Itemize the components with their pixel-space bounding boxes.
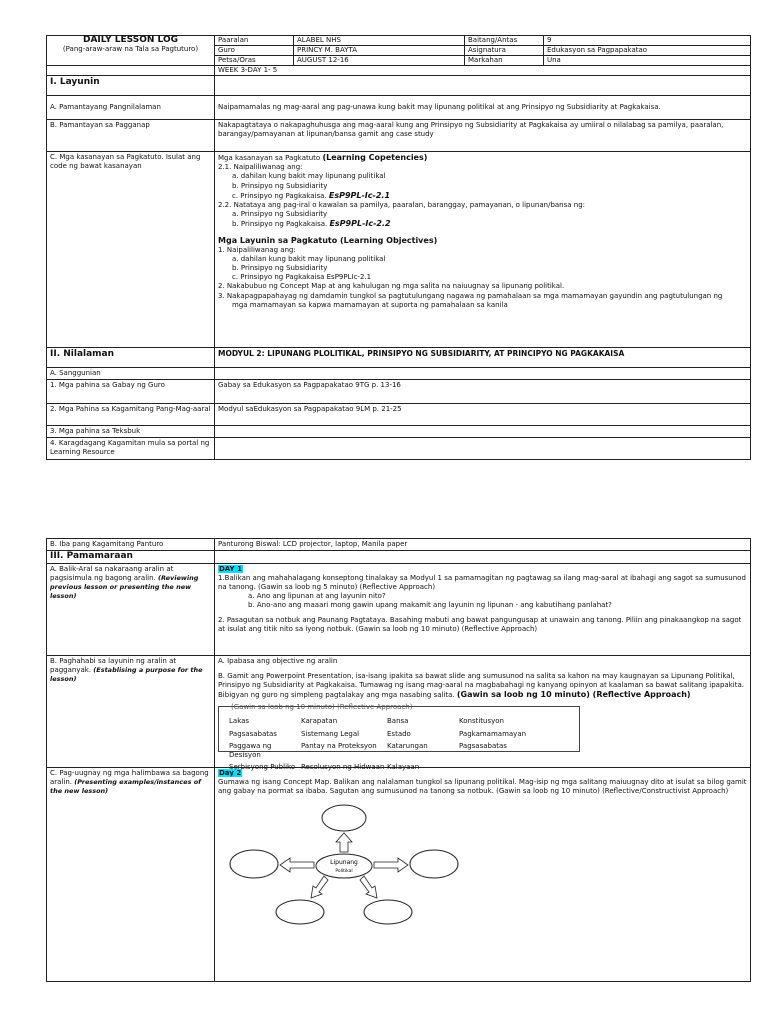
kasanayan-label: C. Mga kasanayan sa Pagkatuto. Isulat ang code ng bawat kasanayan <box>47 152 215 348</box>
pagganap-label: B. Pamantayan sa Pagganap <box>47 120 215 152</box>
word-item: Estado <box>387 729 411 738</box>
competency-code-2: EsP9PL-Ic-2.2 <box>329 219 391 229</box>
concept-center-circle <box>316 854 372 878</box>
concept-circle-top <box>322 805 366 831</box>
quarter-value: Una <box>544 56 751 66</box>
grade-value: 9 <box>544 36 751 46</box>
lm-label: 2. Mga Pahina sa Kagamitang Pang-Mag-aaral <box>47 404 215 426</box>
balik-aral-content: DAY 1 1.Balikan ang mahahalagang konseptong tinalakay sa Modyul 1 sa pamamagitan ng pagtawag sa ilang mag-aaral at ibahagi ang sagot sa sumusunod na tanong. (Gawin sa loob ng 5 minuto) (Reflective Approach) a. Ano ang lipunan at ang layunin nito? b. Ano-ano ang maaari mong gawin upang makamit ang layunin ng lipunan - ang kabutihang panlahat? 2. Pasagutan sa notbuk ang Paunang Pagtataya. Basahing mabuti ang bawat pangungusap at unawain ang tanong. Piliin ang pinakaangkop na sagot at isulat ang titik nito sa iyong notbuk. (Gawin sa loob ng 10 minuto) (Reflective Approach) <box>215 563 751 655</box>
balik-aral-label: A. Balik-Aral sa nakaraang aralin at pagsisimula ng bagong aralin. (Reviewing previous lesson or presenting the new lesson) <box>47 563 215 655</box>
quarter-label: Markahan <box>465 56 544 66</box>
pangnilalaman-text: Naipamamalas ng mag-aaral ang pag-unawa kung bakit may lipunang politikal at ang Prinsipyo ng Subsidiarity at Pagkakaisa. <box>215 96 751 120</box>
concept-circle-bottom-right <box>364 900 412 924</box>
word-item: Katarungan <box>387 741 428 750</box>
word-item: Konstitusyon <box>459 717 504 726</box>
word-item: Lakas <box>229 717 250 726</box>
word-item: Pagsasabatas <box>229 729 277 738</box>
concept-circle-right <box>410 850 458 878</box>
word-item: Resolusyon ng Hidwaan <box>301 762 385 771</box>
iba-kagamitan-text: Panturong Biswal: LCD projector, laptop, Manila paper <box>215 539 751 551</box>
log-title: DAILY LESSON LOG <box>83 35 178 45</box>
word-grid <box>229 717 549 771</box>
objectives-heading: Mga Layunin sa Pagkatuto (Learning Objectives) <box>218 235 438 245</box>
pangnilalaman-label: A. Pamantayang Pangnilalaman <box>47 96 215 120</box>
iba-kagamitan-label: B. Iba pang Kagamitang Panturo <box>47 539 215 551</box>
word-box: (Gawin sa loob ng 10 minuto) (Reflective Approach) Lakas Karapatan Bansa Konstitusyon Pagsasabatas Sistemang Legal Estado Pagkamamamayan Paggawa ng Desisyon Pantay na Proteksyon Katarungan Pagsasabatas Serbisyong Publiko Resolusyon ng Hidwaan Kalayaan <box>218 706 580 752</box>
teacher-value: PRINCY M. BAYTA <box>294 46 465 56</box>
section-pamamaraan: III. Pamamaraan <box>47 551 215 564</box>
nilalaman-text: MODYUL 2: LIPUNANG PLOLITIKAL, PRINSIPYO NG SUBSIDIARITY, AT PRINCIPYO NG PAGKAKAISA <box>215 348 751 368</box>
pag-uugnay-label: C. Pag-uugnay ng mga halimbawa sa bagong aralin. (Presenting examples/instances of the new lesson) <box>47 767 215 981</box>
lesson-log-table-top <box>46 35 751 460</box>
sanggunian-label: A. Sanggunian <box>47 368 215 380</box>
day2-badge: Day 2 <box>219 768 242 777</box>
week-blank <box>47 66 215 76</box>
word-item: Serbisyong Publiko <box>229 762 296 771</box>
teksbuk-label: 3. Mga pahina sa Teksbuk <box>47 426 215 438</box>
word-item: Pagsasabatas <box>459 741 507 750</box>
kasanayan-content: Mga kasanayan sa Pagkatuto (Learning Copetencies) 2.1. Naipaliliwanag ang: a. dahilan kung bakit may lipunang pulitikal b. Prinsipyo ng Subsidiarity c. Prinsipyo ng Pagkakaisa. EsP9PL-Ic-2.1 2.2. Natataya ang pag-iral o kawalan sa pamilya, paaralan, baranggay, pamayanan, o lipunan/bansa ng: a. Prinsipyo ng Subsidiarity b. Prinsipyo ng Pagkakaisa. EsP9PL-Ic-2.2 Mga Layunin sa Pagkatuto (Learning Objectives) 1. Naipaliliwanag ang: a. dahilan kung bakit may lipunang politikal b. Prinsipyo ng Subsidiarity c. Prinsipyo ng Pagkakaisa EsP9PLIc-2.1 2. Nakabubuo ng Concept Map at ang kahulugan ng mga salita na naiuugnay sa lipunang politikal. 3. Nakapagpapahayag ng damdamin tungkol sa pagtutulungang nagawa ng pamahalaan sa mga mamamayan gayundin ang pagtutulungan ng mga mamamayan sa kapwa mamamayan at suporta ng pamahalaan sa kanila <box>215 152 751 348</box>
competency-code-1: EsP9PL-Ic-2.1 <box>328 190 391 200</box>
pagganap-text: Nakapagtataya o nakapaghuhusga ang mag-aaral kung ang Prinsipyo ng Subsidiarity at Pagkakaisa ay umiiral o nilalabag sa pamilya, paaralan, barangay/pamayanan at lipunan/bansa gamit ang case study <box>215 120 751 152</box>
concept-circle-bottom-left <box>276 900 324 924</box>
arrow-left-icon <box>280 858 314 872</box>
arrow-up-icon <box>336 833 352 852</box>
word-item: Pagkamamamayan <box>459 729 527 738</box>
school-value: ALABEL NHS <box>294 36 465 46</box>
concept-map <box>218 802 747 922</box>
concept-map-diagram <box>218 802 448 922</box>
teacher-label: Guro <box>215 46 294 56</box>
concept-center-label: Lipunang <box>330 859 358 867</box>
word-item: Paggawa ng Desisyon <box>229 741 272 759</box>
section-layunin: I. Layunin <box>47 76 215 96</box>
subject-value: Edukasyon sa Pagpapakatao <box>544 46 751 56</box>
gabay-text: Gabay sa Edukasyon sa Pagpapakatao 9TG p. 13-16 <box>215 380 751 404</box>
portal-label: 4. Karagdagang Kagamitan mula sa portal ng Learning Resource <box>47 438 215 460</box>
lesson-log-table-bottom <box>46 538 751 982</box>
arrow-down-right-icon <box>360 876 377 898</box>
date-value: AUGUST 12-16 <box>294 56 465 66</box>
arrow-down-left-icon <box>311 876 328 898</box>
grade-label: Baitang/Antas <box>465 36 544 46</box>
concept-circle-left <box>230 850 278 878</box>
arrow-right-icon <box>374 858 408 872</box>
word-item: Kalayaan <box>387 762 420 771</box>
subject-label: Asignatura <box>465 46 544 56</box>
gabay-label: 1. Mga pahina sa Gabay ng Guro <box>47 380 215 404</box>
date-label: Petsa/Oras <box>215 56 294 66</box>
word-item: Pantay na Proteksyon <box>301 741 377 750</box>
paghahabi-content: A. Ipabasa ang objective ng aralin B. Gamit ang Powerpoint Presentation, isa-isang ipakita sa bawat slide ang sumusunod na salita sa kahon na may kaugnayan sa Lipunang Politikal, Prinsipyo ng Subsidiarity at Pagkakaisa. Tumawag ng isang mag-aaral na magbabahagi ng kanyang opinyon at kaalaman sa bawat salitang ipapakita. Bibigyan ng guro ng simpleng pagtalakay ang mga nasabing salita. (Gawin sa loob ng 10 minuto) (Reflective Approach) (Gawin sa loob ng 10 minuto) (Reflective Approach) Lakas Karapatan Bansa Konstitusyon Pagsasabatas Sistemang Legal Estado Pagkamamamayan Paggawa ng Desisyon Pantay na Proteksyon Katarungan Pagsasabatas Serbisyong Publiko Resolusyon ng Hidwaan Kalayaan <box>215 655 751 767</box>
log-title-cell <box>47 36 215 66</box>
pag-uugnay-content: Day 2 Gumawa ng isang Concept Map. Balikan ang nalalaman tungkol sa lipunang politikal. Mag-isip ng mga salitang maiuugnay dito at isulat sa bilog gamit ang gabay na pormat sa ibaba. Sagutan ang sumusunod na tanong sa notbuk. (Gawin sa loob ng 10 minuto) (Reflective/Constructivist Approach) Lipunang Politikal <box>215 767 751 981</box>
paghahabi-label: B. Paghahabi sa layunin ng aralin at pagganyak. (Establising a purpose for the lesson) <box>47 655 215 767</box>
section-nilalaman: II. Nilalaman <box>47 348 215 368</box>
school-label: Paaralan <box>215 36 294 46</box>
day1-badge: DAY 1 <box>219 564 242 573</box>
word-item: Karapatan <box>301 717 338 726</box>
week-label: WEEK 3-DAY 1- 5 <box>215 66 751 76</box>
word-item: Sistemang Legal <box>301 729 360 738</box>
concept-center-label-2: Politikal <box>335 869 353 875</box>
lm-text: Modyul saEdukasyon sa Pagpapakatao 9LM p. 21-25 <box>215 404 751 426</box>
word-item: Bansa <box>387 717 409 726</box>
log-subtitle: (Pang-araw-araw na Tala sa Pagtuturo) <box>62 45 199 53</box>
